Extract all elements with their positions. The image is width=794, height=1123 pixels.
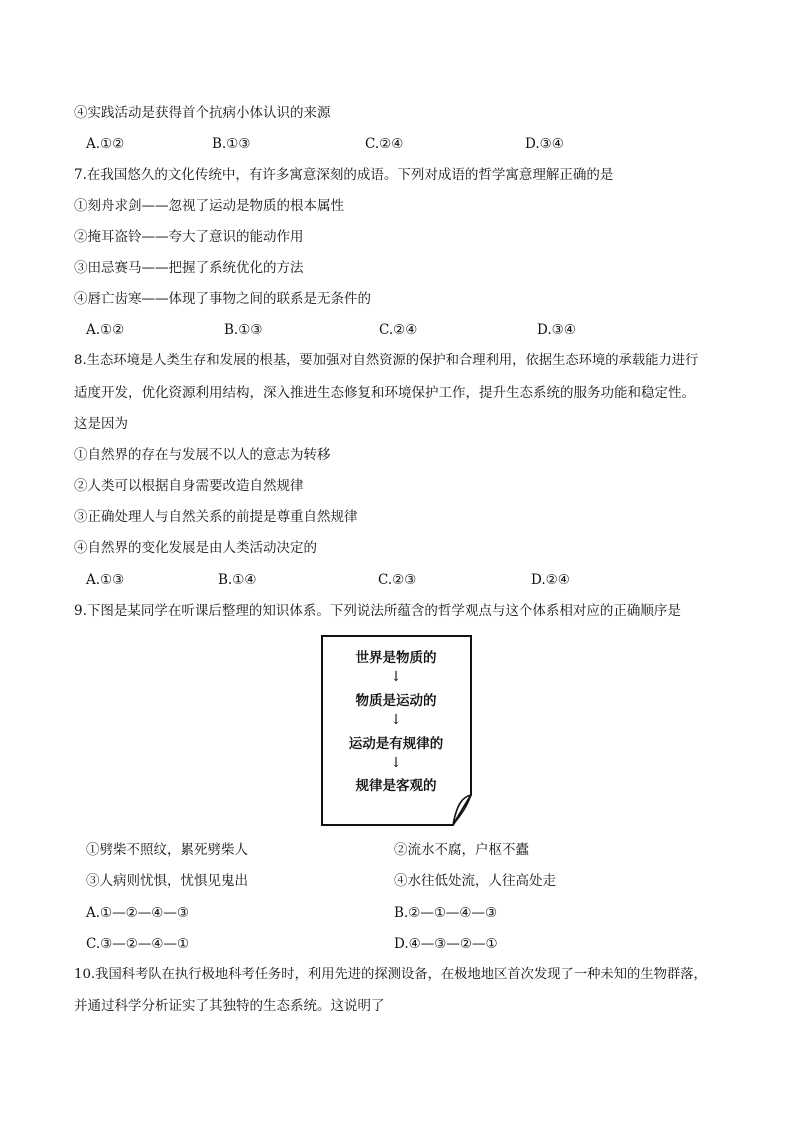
q8-option-a: A.①③ (86, 572, 125, 588)
diagram-step-3: 运动是有规律的 (348, 736, 444, 752)
q9-stem: 9.下图是某同学在听课后整理的知识体系。下列说法所蕴含的哲学观点与这个体系相对应的正确顺序是 (74, 603, 681, 619)
q9-item-2: ②流水不腐，户枢不蠹 (394, 842, 529, 858)
q10-stem-line-2: 并通过科学分析证实了其独特的生态系统。这说明了 (74, 998, 385, 1014)
q9-item-3: ③人病则忧惧，忧惧见鬼出 (86, 873, 248, 889)
q7-item-4: ④唇亡齿寒——体现了事物之间的联系是无条件的 (74, 291, 371, 307)
q8-stem-line-2: 适度开发，优化资源利用结构，深入推进生态修复和环境保护工作，提升生态系统的服务功能和稳定性。 (74, 385, 695, 401)
q8-option-b: B.①④ (218, 572, 257, 588)
q7-item-3: ③田忌赛马——把握了系统优化的方法 (74, 260, 304, 276)
q8-option-d: D.②④ (531, 572, 570, 588)
q8-item-2: ②人类可以根据自身需要改造自然规律 (74, 478, 304, 494)
q9-option-a: A.①—②—④—③ (86, 905, 189, 921)
q6-item-4: ④实践活动是获得首个抗病小体认识的来源 (74, 105, 331, 121)
q7-item-1: ①刻舟求剑——忽视了运动是物质的根本属性 (74, 198, 344, 214)
q7-stem: 7.在我国悠久的文化传统中，有许多寓意深刻的成语。下列对成语的哲学寓意理解正确的是 (74, 167, 614, 183)
q6-option-d: D.③④ (525, 136, 564, 152)
knowledge-system-diagram (321, 635, 473, 827)
diagram-step-4: 规律是客观的 (355, 778, 437, 794)
q7-option-d: D.③④ (537, 322, 576, 338)
q6-option-a: A.①② (86, 136, 125, 152)
q7-item-2: ②掩耳盗铃——夸大了意识的能动作用 (74, 229, 304, 245)
q8-item-3: ③正确处理人与自然关系的前提是尊重自然规律 (74, 509, 358, 525)
down-arrow-icon: ↓ (390, 755, 402, 771)
q7-option-c: C.②④ (379, 322, 418, 338)
q7-option-b: B.①③ (224, 322, 263, 338)
diagram-step-1: 世界是物质的 (355, 650, 437, 666)
q7-option-a: A.①② (86, 322, 125, 338)
down-arrow-icon: ↓ (390, 669, 402, 685)
q9-item-1: ①劈柴不照纹，累死劈柴人 (86, 842, 248, 858)
q9-item-4: ④水往低处流，人往高处走 (394, 873, 556, 889)
diagram-step-2: 物质是运动的 (355, 693, 437, 709)
q8-option-c: C.②③ (378, 572, 417, 588)
q9-option-c: C.③—②—④—① (86, 936, 190, 952)
q6-option-b: B.①③ (212, 136, 251, 152)
q8-stem-line-3: 这是因为 (74, 416, 128, 432)
q8-stem-line-1: 8.生态环境是人类生存和发展的根基，要加强对自然资源的保护和合理利用，依据生态环境的承载能力进行 (74, 353, 699, 368)
down-arrow-icon: ↓ (390, 712, 402, 728)
q8-item-1: ①自然界的存在与发展不以人的意志为转移 (74, 447, 331, 463)
q9-option-b: B.②—①—④—③ (394, 905, 498, 921)
q10-stem-line-1: 10.我国科考队在执行极地科考任务时，利用先进的探测设备，在极地地区首次发现了一种未知的生物群落， (74, 967, 707, 982)
q8-item-4: ④自然界的变化发展是由人类活动决定的 (74, 540, 317, 556)
q9-option-d: D.④—③—②—① (394, 936, 498, 952)
q6-option-c: C.②④ (365, 136, 404, 152)
